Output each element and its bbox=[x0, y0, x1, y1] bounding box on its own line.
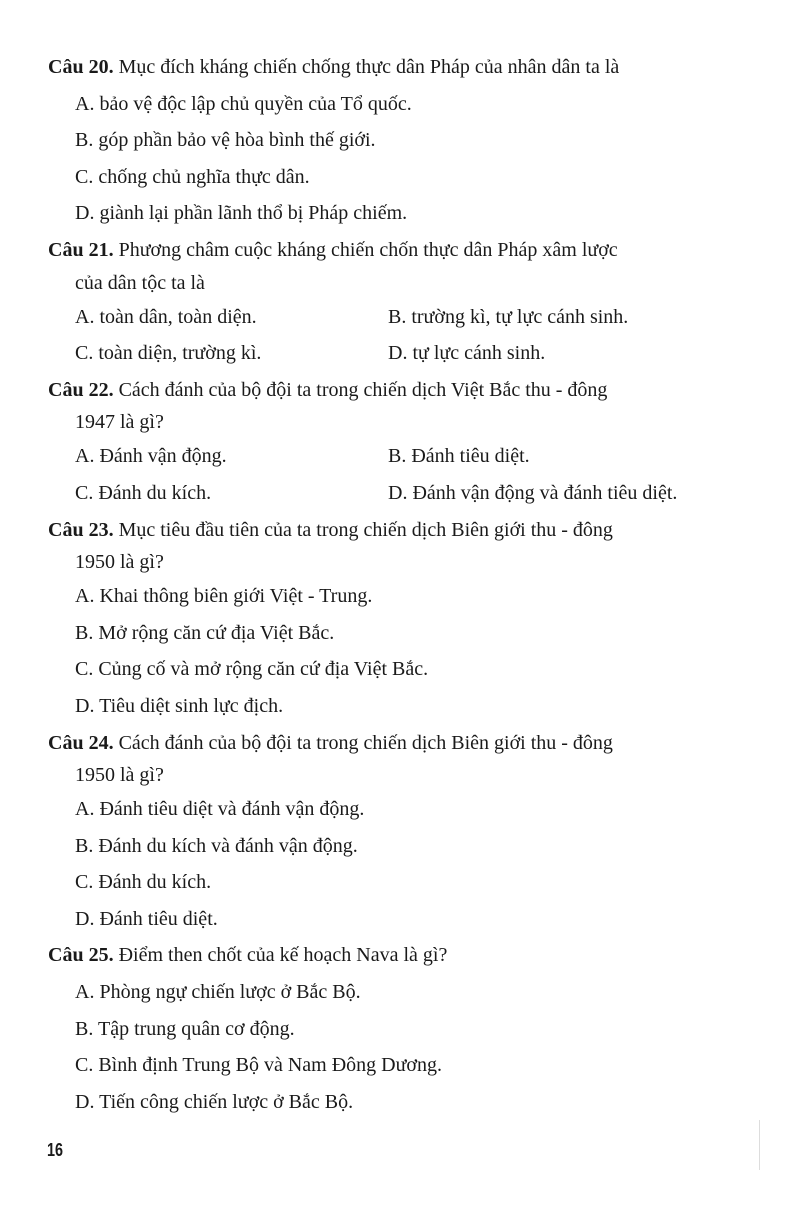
question-21 bbox=[48, 232, 760, 372]
option-d: D. Tiến công chiến lược ở Bắc Bộ. bbox=[75, 1090, 354, 1113]
question-text: Điểm then chốt của kế hoạch Nava là gì? bbox=[118, 944, 448, 967]
option-d: D. Đánh vận động và đánh tiêu diệt. bbox=[388, 481, 678, 504]
question-20 bbox=[48, 49, 760, 232]
page-edge-divider bbox=[759, 1120, 760, 1170]
option-a: A. toàn dân, toàn diện. bbox=[75, 305, 257, 328]
option-d: D. giành lại phần lãnh thổ bị Pháp chiếm. bbox=[75, 202, 408, 225]
question-text: Cách đánh của bộ đội ta trong chiến dịch Việt Bắc thu - đông bbox=[118, 378, 608, 401]
question-25 bbox=[48, 937, 760, 1120]
option-b: B. trường kì, tự lực cánh sinh. bbox=[388, 305, 629, 328]
option-d: D. Tiêu diệt sinh lực địch. bbox=[75, 694, 284, 717]
option-b: B. Tập trung quân cơ động. bbox=[75, 1017, 295, 1040]
question-text-continued: của dân tộc ta là bbox=[75, 271, 205, 294]
option-c: C. Củng cố và mở rộng căn cứ địa Việt Bắc. bbox=[75, 658, 429, 681]
option-a: A. bảo vệ độc lập chủ quyền của Tổ quốc. bbox=[75, 92, 412, 115]
question-label: Câu 20. bbox=[48, 56, 114, 78]
question-page bbox=[48, 49, 760, 1120]
question-24 bbox=[48, 725, 760, 938]
page-number: 16 bbox=[47, 1140, 64, 1160]
option-c: C. toàn diện, trường kì. bbox=[75, 342, 262, 365]
question-text: Cách đánh của bộ đội ta trong chiến dịch Biên giới thu - đông bbox=[118, 731, 613, 754]
option-b: B. Mở rộng căn cứ địa Việt Bắc. bbox=[75, 621, 335, 644]
question-label: Câu 22. bbox=[48, 378, 114, 401]
option-a: A. Khai thông biên giới Việt - Trung. bbox=[75, 585, 373, 608]
question-text-continued: 1950 là gì? bbox=[75, 764, 164, 787]
option-c: C. Bình định Trung Bộ và Nam Đông Dương. bbox=[75, 1054, 443, 1077]
question-text: Phương châm cuộc kháng chiến chốn thực dân Pháp xâm lược bbox=[118, 238, 618, 261]
question-23 bbox=[48, 512, 760, 725]
question-label: Câu 23. bbox=[48, 518, 114, 541]
option-b: B. Đánh tiêu diệt. bbox=[388, 445, 530, 468]
question-text-continued: 1950 là gì? bbox=[75, 551, 164, 574]
question-label: Câu 21. bbox=[48, 238, 114, 261]
question-text-continued: 1947 là gì? bbox=[75, 411, 164, 434]
question-22 bbox=[48, 372, 760, 512]
option-a: A. Phòng ngự chiến lược ở Bắc Bộ. bbox=[75, 981, 361, 1004]
option-c: C. Đánh du kích. bbox=[75, 481, 212, 504]
option-d: D. Đánh tiêu diệt. bbox=[75, 907, 218, 930]
option-b: B. Đánh du kích và đánh vận động. bbox=[75, 834, 358, 857]
option-d: D. tự lực cánh sinh. bbox=[388, 342, 546, 365]
question-text: Mục tiêu đầu tiên của ta trong chiến dịch Biên giới thu - đông bbox=[118, 518, 613, 541]
option-b: B. góp phần bảo vệ hòa bình thế giới. bbox=[75, 129, 376, 152]
question-text: Mục đích kháng chiến chống thực dân Pháp của nhân dân ta là bbox=[118, 56, 620, 78]
option-a: A. Đánh tiêu diệt và đánh vận động. bbox=[75, 798, 365, 821]
option-c: C. chống chủ nghĩa thực dân. bbox=[75, 165, 310, 188]
question-label: Câu 24. bbox=[48, 731, 114, 754]
question-label: Câu 25. bbox=[48, 944, 114, 967]
option-c: C. Đánh du kích. bbox=[75, 871, 212, 894]
option-a: A. Đánh vận động. bbox=[75, 445, 227, 468]
